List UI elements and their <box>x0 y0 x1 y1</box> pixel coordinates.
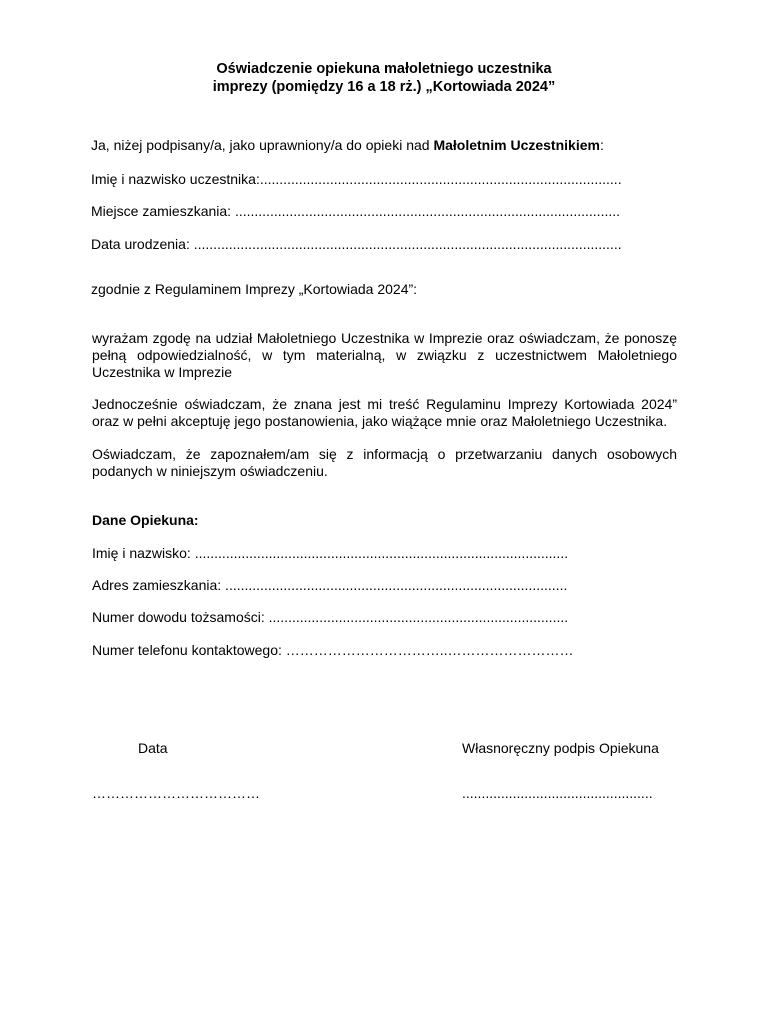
document-title <box>0 60 768 96</box>
guardian-id-field[interactable]: Numer dowodu tożsamości: ............................................................................. <box>92 609 569 625</box>
guardian-name-field[interactable]: Imię i nazwisko: ................................................................................................ <box>92 545 569 561</box>
consent-paragraph: wyrażam zgodę na udział Małoletniego Uczestnika w Imprezie oraz oświadczam, że ponoszę pełną odpowiedzialność, w tym materialną, w związku z uczestnictwem Małoletniego Uczestnika w Imprezie <box>92 330 677 380</box>
signature-line[interactable]: ................................................. <box>462 785 653 801</box>
title-line-1: Oświadczenie opiekuna małoletniego uczestnika <box>216 61 552 77</box>
guardian-address-field[interactable]: Adres zamieszkania: ........................................................................................ <box>92 577 568 593</box>
regulation-reference: zgodnie z Regulaminem Imprezy „Kortowiada 2024”: <box>91 281 418 297</box>
guardian-phone-field[interactable]: Numer telefonu kontaktowego: ……………………………..……………………… <box>92 642 574 658</box>
guardian-heading: Dane Opiekuna: <box>92 512 199 528</box>
acceptance-paragraph: Jednocześnie oświadczam, że znana jest mi treść Regulaminu Imprezy Kortowiada 2024” oraz w pełni akceptuję jego postanowienia, jako wiążące mnie oraz Małoletniego Uczestnika. <box>92 396 677 429</box>
date-line[interactable]: ……………………………… <box>92 785 260 801</box>
signature-label: Własnoręczny podpis Opiekuna <box>462 740 659 756</box>
participant-birthdate-field[interactable]: Data urodzenia: .............................................................................................................. <box>91 236 622 252</box>
intro-bold-term: Małoletnim Uczestnikiem <box>433 137 600 153</box>
date-label: Data <box>138 740 168 756</box>
title-line-2: imprezy (pomiędzy 16 a 18 rż.) „Kortowiada 2024” <box>212 79 556 95</box>
intro-statement <box>91 137 604 154</box>
participant-residence-field[interactable]: Miejsce zamieszkania: ................................................................................................... <box>91 203 621 219</box>
intro-prefix: Ja, niżej podpisany/a, jako uprawniony/a do opieki nad <box>91 137 434 153</box>
privacy-paragraph: Oświadczam, że zapoznałem/am się z informacją o przetwarzaniu danych osobowych podanych w niniejszym oświadczeniu. <box>92 446 677 479</box>
intro-suffix: : <box>599 137 604 153</box>
participant-name-field[interactable]: Imię i nazwisko uczestnika:............................................................................................. <box>91 171 622 187</box>
